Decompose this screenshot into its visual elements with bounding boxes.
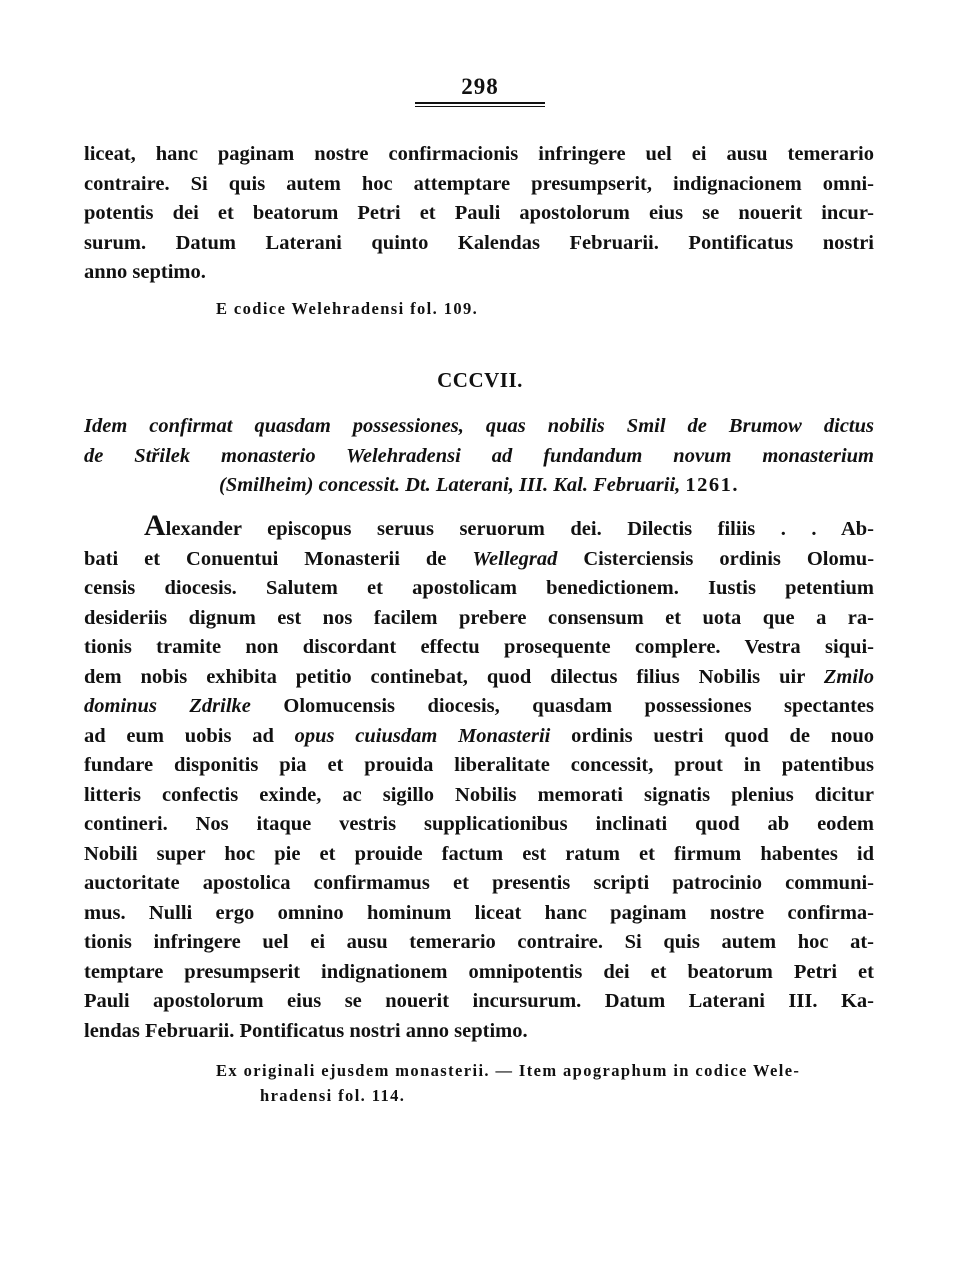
text-line: Pauli apostolorum eius se nouerit incursurum. Datum Laterani III. Ka- (84, 990, 874, 1012)
source-note: E codice Welehradensi fol. 109. (216, 299, 479, 318)
text-line: litteris confectis exinde, ac sigillo Nobilis memorati signatis plenius dicitur (84, 783, 874, 806)
summary-line: de Střilek monasterio Welehradensi ad fundandum novum monasterium (84, 444, 874, 467)
line-text: Olomucensis diocesis, quasdam possessiones spectantes (283, 695, 874, 717)
text-line: mus. Nulli ergo omnino hominum liceat hanc paginam nostre confirma- (84, 901, 874, 924)
line-text: Cisterciensis ordinis Olomu- (583, 547, 875, 570)
text-line: fundare disponitis pia et prouida liberalitate concessit, prout in patentibus (84, 754, 874, 776)
text-line: lendas Februarii. Pontificatus nostri anno septimo. (84, 1019, 528, 1042)
text-line (84, 545, 874, 575)
text-line: potentis dei et beatorum Petri et Pauli apostolorum eius se nouerit incur- (84, 202, 874, 224)
source-line: hradensi fol. 114. (260, 1086, 406, 1105)
line-text: lexander episcopus seruus seruorum dei. Dilectis filiis . . Ab- (165, 518, 874, 540)
person-name: Zmilo (823, 665, 874, 688)
text-line: censis diocesis. Salutem et apostolicam benedictionem. Iustis petentium (84, 577, 874, 599)
text-line: Nobili super hoc pie et prouide factum est ratum et firmum habentes id (84, 842, 874, 865)
text-line: contineri. Nos itaque vestris supplicationibus inclinati quod ab eodem (84, 813, 874, 835)
text-line: desideriis dignum est nos facilem prebere consensum et uota que a ra- (84, 606, 874, 629)
summary-year: 1261. (685, 474, 740, 496)
text-line: contraire. Si quis autem hoc attemptare presumpserit, indignacionem omni- (84, 172, 874, 195)
line-text: dem nobis exhibita petitio continebat, quod dilectus filius Nobilis uir (84, 665, 805, 688)
summary-text: (Smilheim) concessit. Dt. Laterani, III. Kal. Februarii, (218, 474, 681, 496)
line-text: bati et Conuentui Monasterii de (84, 547, 447, 570)
source-note (216, 1058, 876, 1108)
person-name: dominus Zdrilke (84, 695, 251, 717)
text-line (84, 509, 874, 545)
initial-letter: A (144, 509, 166, 542)
text-line: tionis tramite non discordant effectu prosequente complere. Vestra siqui- (84, 636, 874, 658)
text-line (84, 663, 874, 693)
paragraph-continuation (84, 140, 874, 288)
text-line: temptare presumpserit indignationem omnipotentis dei et beatorum Petri et (84, 960, 874, 983)
charter-text (84, 509, 875, 1046)
document-summary (84, 412, 874, 501)
page-number: 298 (461, 74, 499, 99)
text-line: surum. Datum Laterani quinto Kalendas Februarii. Pontificatus nostri (84, 231, 874, 254)
text-line: auctoritate apostolica confirmamus et presentis scripti patrocinio communi- (84, 872, 874, 894)
source-line: Ex originali ejusdem monasterii. — Item apographum in codice Wele- (216, 1061, 801, 1080)
text-line: tionis infringere uel ei ausu temerario contraire. Si quis autem hoc at- (84, 931, 874, 953)
summary-line: Idem confirmat quasdam possessiones, quas nobilis Smil de Brumow dictus (84, 415, 874, 437)
header-rule-thick (415, 102, 545, 104)
text-line: anno septimo. (84, 261, 206, 283)
document-heading: CCCVII. (437, 368, 523, 392)
text-line (84, 722, 874, 752)
text-line (84, 692, 874, 722)
italic-phrase: opus cuiusdam Monasterii (294, 724, 551, 747)
place-name: Wellegrad (472, 547, 558, 570)
text-line: liceat, hanc paginam nostre confirmacionis infringere uel ei ausu temerario (84, 143, 874, 165)
line-text: ad eum uobis ad (84, 724, 274, 747)
header-rule-thin (415, 106, 545, 107)
line-text: ordinis uestri quod de nouo (571, 724, 875, 747)
summary-line (84, 471, 874, 501)
